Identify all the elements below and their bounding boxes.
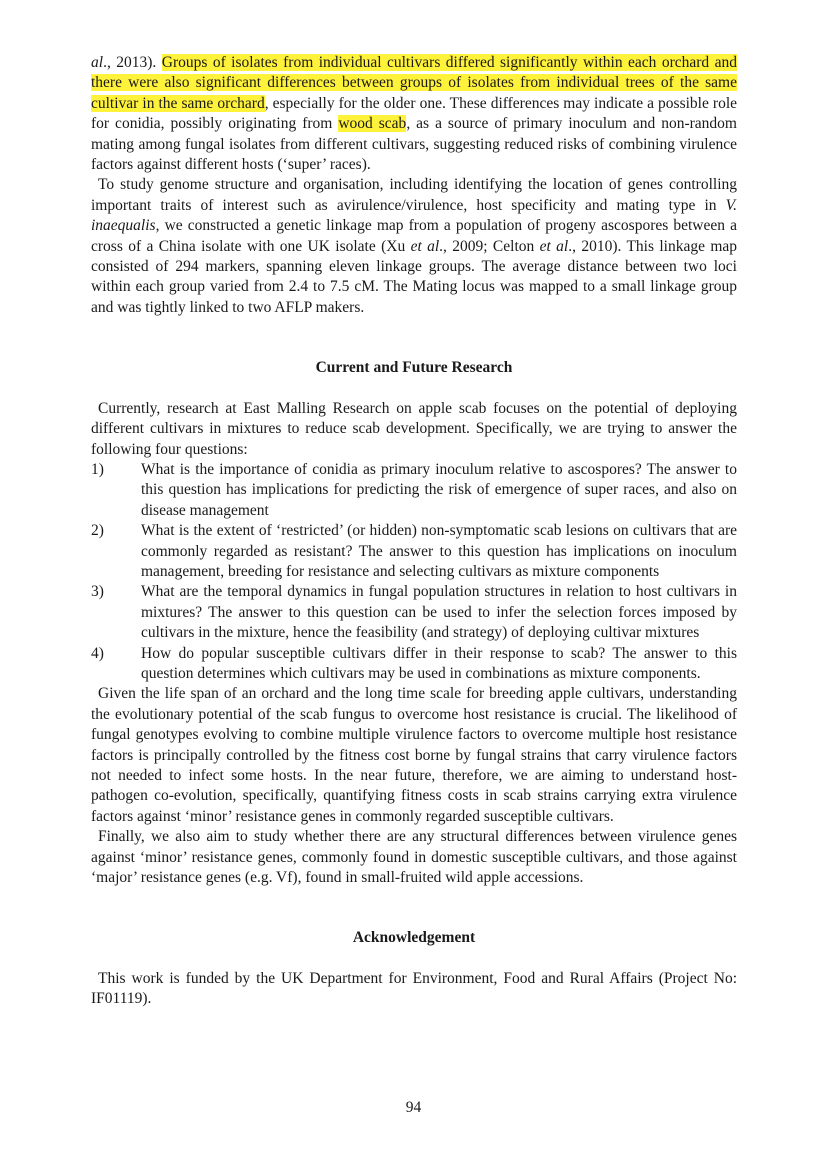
section-heading-acknowledgement: Acknowledgement xyxy=(352,929,476,947)
list-text: How do popular susceptible cultivars differ in their response to scab? The answer to this question determines which cultivars may be used in combinations as mixture components. xyxy=(141,644,737,682)
page-number: 94 xyxy=(405,1099,422,1116)
list-number: 3) xyxy=(91,583,104,601)
list-item xyxy=(91,460,737,521)
list-item xyxy=(91,644,737,685)
list-number: 2) xyxy=(91,522,104,540)
list-number: 4) xyxy=(91,644,104,662)
list-item xyxy=(91,521,737,582)
species-name: V. inaequalis xyxy=(91,196,737,235)
paragraph-intro: al., 2013). Groups of isolates from individual cultivars differed significantly within each orchard and there were also significant differences between groups of isolates from individual trees of the same cultivar in the same orchard, especially for the older one. These differences may indicate a possible role for conidia, possibly originating from wood scab, as a source of primary inoculum and non-random mating among fungal isolates from different cultivars, suggesting reduced risks of combining virulence factors against different hosts (‘super’ races). xyxy=(91,54,738,174)
paragraph-evolution: Given the life span of an orchard and the long time scale for breeding apple cultivars, understanding the evolutionary potential of the scab fungus to overcome host resistance is crucial. The likelihood of fungal genotypes evolving to combine multiple virulence factors to overcome multiple host resistance factors is principally controlled by the fitness cost borne by fungal strains that carry virulence factors not needed to infect some hosts. In the near future, therefore, we are aiming to understand host-pathogen co-evolution, specifically, quantifying fitness costs in scab strains carrying extra virulence factors against ‘minor’ resistance genes in commonly regarded susceptible cultivars. xyxy=(91,685,737,825)
list-text: What is the extent of ‘restricted’ (or hidden) non-symptomatic scab lesions on cultivars that are commonly regarded as resistant? The answer to this question has implications on inoculum management, breeding for resistance and selecting cultivars as mixture components xyxy=(141,522,737,580)
section-heading-research: Current and Future Research xyxy=(315,359,513,377)
questions-list xyxy=(91,460,737,684)
paragraph-funding: This work is funded by the UK Department for Environment, Food and Rural Affairs (Project No: IF01119). xyxy=(91,969,737,1008)
highlighted-text-groups: Groups of isolates from individual cultivars differed significantly within each orchard and there were also significant differences between groups of isolates from individual trees of the same cultivar in the same orchard xyxy=(91,54,737,112)
page-body xyxy=(91,53,737,1010)
list-text: What is the importance of conidia as primary inoculum relative to ascospores? The answer to this question has implications for predicting the risk of emergence of super races, and also on disease management xyxy=(141,460,737,519)
paragraph-current-research: Currently, research at East Malling Research on apple scab focuses on the potential of deploying different cultivars in mixtures to reduce scab development. Specifically, we are trying to answer the following four questions: xyxy=(91,399,737,458)
paragraph-finally: Finally, we also aim to study whether there are any structural differences between virulence genes against ‘minor’ resistance genes, commonly found in domestic susceptible cultivars, and those against ‘major’ resistance genes (e.g. Vf), found in small-fruited wild apple accessions. xyxy=(91,828,737,887)
highlighted-text-wood-scab: wood scab xyxy=(338,115,407,133)
list-item xyxy=(91,582,737,643)
citation-fragment: al xyxy=(91,54,104,71)
list-number: 1) xyxy=(91,460,104,478)
list-text: What are the temporal dynamics in fungal population structures in relation to host cultivars in mixtures? The answer to this question can be used to infer the selection forces imposed by cultivars in the mixture, hence the feasibility (and strategy) of deploying cultivar mixtures xyxy=(141,583,737,642)
paragraph-genome: To study genome structure and organisation, including identifying the location of genes controlling important traits of interest such as avirulence/virulence, host specificity and mating type in V. inaequalis, we constructed a genetic linkage map from a population of progeny ascospores between a cross of a China isolate with one UK isolate (Xu et al., 2009; Celton et al., 2010). This linkage map consisted of 294 markers, spanning eleven linkage groups. The average distance between two loci within each group varied from 2.4 to 7.5 cM. The Mating locus was mapped to a small linkage group and was tightly linked to two AFLP makers. xyxy=(91,176,738,316)
